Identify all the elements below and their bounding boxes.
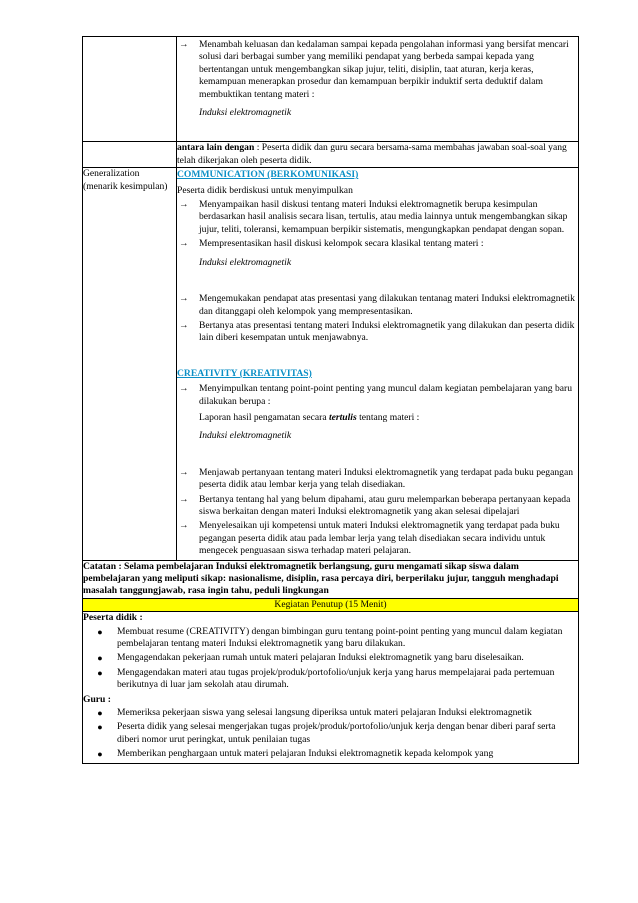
empty-label-cell (83, 142, 177, 168)
document-page (82, 36, 579, 764)
arrow-icon: → (179, 238, 189, 250)
discussion-cell (177, 142, 579, 168)
bullet-icon: ● (97, 708, 103, 719)
lesson-plan-table (82, 36, 579, 764)
discussion-lead: antara lain dengan (177, 142, 255, 154)
arrow-icon: → (179, 383, 189, 395)
list-item: → Menjawab pertanyaan tentang materi Induksi elektromagnetik yang terdapat pada buku pegangan peserta didik atau lembar kerja yang telah disediakan. (179, 466, 574, 491)
arrow-icon: → (179, 466, 189, 478)
arrow-icon: → (179, 39, 189, 50)
communication-intro: Peserta didik berdiskusi untuk menyimpulkan (177, 184, 353, 196)
bullet-icon: ● (97, 626, 103, 637)
arrow-icon: → (179, 319, 189, 331)
list-item: ● Mengagendakan materi atau tugas projek/produk/portofolio/unjuk kerja yang harus mempelajarai pada pertemuan berikutnya di luar jam sekolah atau dirumah. (83, 667, 578, 692)
teacher-label: Guru : (83, 693, 111, 705)
table-row (83, 560, 579, 598)
list-item: → Mempresentasikan hasil diskusi kelompok secara klasikal tentang materi : (179, 238, 484, 250)
list-item: → Menyelesaikan uji kompetensi untuk materi Induksi elektromagnetik yang terdapat pada buku pegangan peserta didik atau pada lembar lerja yang telah disediakan secara individu untuk mengecek penguasaan siswa terhadap materi pelajaran. (179, 520, 560, 557)
bullet-icon: ● (97, 749, 103, 760)
list-item: → Mengemukakan pendapat atas presentasi yang dilakukan tentanag materi Induksi elektromagnetik dan ditanggapi oleh kelompok yang mempresentasikan. (179, 293, 575, 317)
table-row (83, 168, 579, 560)
teacher-list (83, 707, 578, 761)
bullet-icon: ● (97, 667, 103, 678)
list-item: → Bertanya tentang hal yang belum dipahami, atau guru melemparkan beberapa pertanyaan kepada siswa berkaitan dengan materi Induksi elektromagnetik yang akan selesai dipelajari (179, 493, 571, 517)
table-row (83, 142, 579, 168)
generalization-cell (177, 168, 579, 560)
students-label: Peserta didik : (83, 612, 143, 624)
list-item: → Menambah keluasan dan kedalaman sampai kepada pengolahan informasi yang bersifat mencari solusi dari berbagai sumber yang memiliki pendapat yang berbeda sampai kepada yang bertentangan untuk mengembangkan sikap jujur, teliti, disiplin, taat aturan, kerja keras, kemampuan menerapkan prosedur dan kemampuan berpikir induktif serta deduktif dalam membuktikan tentang materi : (179, 39, 569, 100)
table-row (83, 598, 579, 611)
elaboration-cell (177, 37, 579, 142)
discussion-text: : Peserta didik dan guru secara bersama-sama membahas jawaban soal-soal yang telah dikerjakan oleh peserta didik. (177, 142, 567, 166)
list-item: ● Mengagendakan pekerjaan rumah untuk materi pelajaran Induksi elektromagnetik yang baru diselesaikan. (83, 652, 578, 664)
table-row (83, 37, 579, 142)
observation-note: Catatan : Selama pembelajaran Induksi elektromagnetik berlangsung, guru mengamati sikap siswa dalam pembelajaran yang meliputi sikap: nasionalisme, disiplin, rasa percaya diri, berperilaku jujur, tangguh menghadapi masalah tanggungjawab, rasa ingin tahu, peduli lingkungan (83, 560, 579, 598)
list-item: ● Peserta didik yang selesai mengerjakan tugas projek/produk/portofolio/unjuk kerja dengan benar diberi paraf serta diberi nomor urut peringkat, untuk penilaian tugas (83, 721, 578, 746)
topic-text: Induksi elektromagnetik (199, 430, 292, 442)
arrow-icon: → (179, 293, 189, 305)
creativity-heading: CREATIVITY (KREATIVITAS) (177, 367, 312, 379)
bullet-icon: ● (97, 722, 103, 733)
arrow-icon: → (179, 493, 189, 505)
list-item: ● Memberikan penghargaan untuk materi pelajaran Induksi elektromagnetik kepada kelompok yang (83, 748, 578, 760)
report-text: Laporan hasil pengamatan secara tertulis tentang materi : (199, 411, 420, 423)
topic-text: Induksi elektromagnetik (199, 256, 292, 268)
communication-heading: COMMUNICATION (BERKOMUNIKASI) (177, 169, 359, 181)
closing-title: Kegiatan Penutup (15 Menit) (83, 598, 579, 611)
empty-label-cell (83, 37, 177, 142)
arrow-icon: → (179, 520, 189, 532)
list-item: ● Memeriksa pekerjaan siswa yang selesai langsung diperiksa untuk materi pelajaran Induksi elektromagnetik (83, 707, 578, 719)
arrow-icon: → (179, 199, 189, 211)
closing-cell (83, 612, 579, 763)
generalization-label: Generalization (menarik kesimpulan) (83, 168, 177, 560)
list-item: ● Membuat resume (CREATIVITY) dengan bimbingan guru tentang point-point penting yang muncul dalam kegiatan pembelajaran tentang materi Induksi elektromagnetik yang baru dilakukan. (83, 626, 578, 651)
bullet-icon: ● (97, 653, 103, 664)
list-item: → Bertanya atas presentasi tentang materi Induksi elektromagnetik yang dilakukan dan peserta didik lain diberi kesempatan untuk menjawabnya. (179, 319, 575, 344)
list-item: → Menyimpulkan tentang point-point penting yang muncul dalam kegiatan pembelajaran yang baru dilakukan berupa : (179, 383, 572, 407)
list-item: → Menyampaikan hasil diskusi tentang materi Induksi elektromagnetik berupa kesimpulan berdasarkan hasil analisis secara lisan, tertulis, atau media lainnya untuk mengembangkan sikap jujur, teliti, toleransi, kemampuan berpikir sistematis, mengungkapkan pendapat dengan sopan. (179, 199, 568, 235)
students-list (83, 626, 578, 692)
topic-text: Induksi elektromagnetik (199, 107, 292, 119)
table-row (83, 612, 579, 763)
